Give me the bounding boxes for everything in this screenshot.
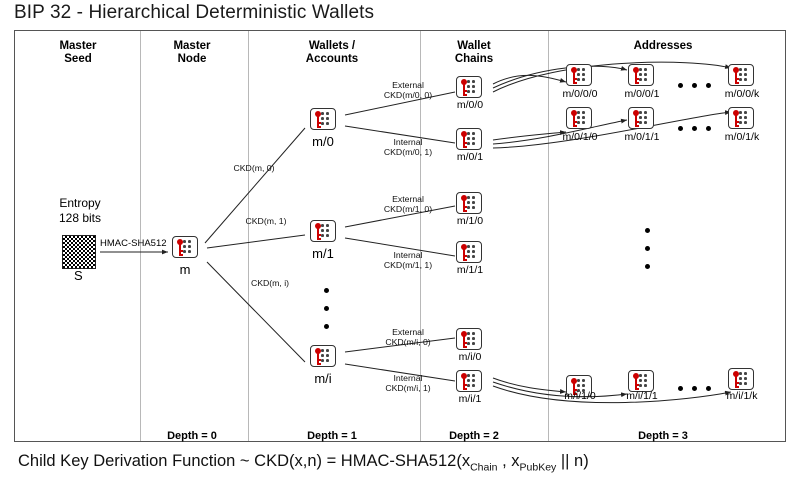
node-label-m-i-1: m/i/1 [458,393,482,405]
column-separator-2 [248,31,249,441]
key-icon-address-m-0-1-0 [566,107,592,129]
formula-caption [18,452,589,473]
page-title: BIP 32 - Hierarchical Deterministic Wallets [14,2,375,23]
qr-code-seed [62,235,96,269]
node-label-master: m [179,262,191,277]
ellipsis-accounts [324,288,330,342]
edge-label-chain-m-i-1: Internal CKD(m/i, 1) [385,373,431,393]
key-icon-address-m-0-1-1 [628,107,654,129]
key-icon-chain-m-i-0 [456,328,482,350]
hmac-label: HMAC-SHA512 [100,238,167,249]
key-icon-address-m-i-1-1 [628,370,654,392]
ellipsis-addresses-column [645,228,651,282]
column-header-master-seed: Master Seed [59,40,97,65]
address-label-m-i-1-k: m/i/1/k [726,390,758,402]
column-header-master-node: Master Node [173,40,211,65]
ellipsis-addresses-row-3 [678,378,720,384]
edge-label-ckd-m-0: CKD(m, 0) [233,163,275,173]
node-label-m-0: m/0 [312,134,334,149]
node-label-m-1: m/1 [312,246,334,261]
address-label-m-0-1-0: m/0/1/0 [562,131,598,143]
address-label-m-0-1-k: m/0/1/k [724,131,760,143]
address-label-m-i-1-1: m/i/1/1 [626,390,658,402]
node-label-m-0-0: m/0/0 [456,99,484,111]
address-label-m-0-0-1: m/0/0/1 [624,88,660,100]
depth-label-1: Depth = 1 [307,430,357,442]
key-icon-chain-m-0-1 [456,128,482,150]
edge-label-ckd-m-i: CKD(m, i) [250,278,290,288]
entropy-label: Entropy 128 bits [58,196,102,225]
key-icon-address-m-0-0-1 [628,64,654,86]
column-separator-4 [548,31,549,441]
key-icon-master [172,236,198,258]
key-icon-chain-m-1-1 [456,241,482,263]
formula-mid: , x [497,452,520,470]
depth-label-0: Depth = 0 [167,430,217,442]
node-label-m-1-0: m/1/0 [456,215,484,227]
edge-label-chain-m-1-0: External CKD(m/1, 0) [383,194,433,214]
edge-label-chain-m-0-1: Internal CKD(m/0, 1) [383,137,433,157]
key-icon-chain-m-0-0 [456,76,482,98]
key-icon-account-m-i [310,345,336,367]
ellipsis-addresses-row-2 [678,118,720,124]
seed-caption: S [74,268,83,283]
key-icon-account-m-0 [310,108,336,130]
node-label-m-0-1: m/0/1 [456,151,484,163]
formula-sub-pubkey: PubKey [519,461,557,474]
node-label-m-1-1: m/1/1 [456,264,484,276]
key-icon-chain-m-i-1 [456,370,482,392]
address-label-m-0-1-1: m/0/1/1 [624,131,660,143]
ellipsis-addresses-row-1 [678,75,720,81]
key-icon-chain-m-1-0 [456,192,482,214]
key-icon-account-m-1 [310,220,336,242]
edge-label-chain-m-0-0: External CKD(m/0, 0) [383,80,433,100]
key-icon-address-m-0-0-0 [566,64,592,86]
node-label-m-i: m/i [314,371,332,386]
key-icon-address-m-0-0-k [728,64,754,86]
depth-label-3: Depth = 3 [638,430,688,442]
column-header-addresses: Addresses [633,40,693,52]
edge-label-chain-m-i-0: External CKD(m/i, 0) [385,327,431,347]
edge-label-ckd-m-1: CKD(m, 1) [245,216,287,226]
address-label-m-0-0-0: m/0/0/0 [562,88,598,100]
key-icon-address-m-0-1-k [728,107,754,129]
edge-label-chain-m-1-1: Internal CKD(m/1, 1) [383,250,433,270]
depth-label-2: Depth = 2 [449,430,499,442]
node-label-m-i-0: m/i/0 [458,351,482,363]
address-label-m-i-1-0: m/i/1/0 [564,390,596,402]
address-label-m-0-0-k: m/0/0/k [724,88,760,100]
formula-sub-chain: Chain [470,461,498,474]
key-icon-address-m-i-1-k [728,368,754,390]
column-header-wallets-accounts: Wallets / Accounts [305,40,359,65]
column-separator-1 [140,31,141,441]
formula-suffix: || n) [556,452,589,470]
column-header-wallet-chains: Wallet Chains [454,40,494,65]
formula-prefix: Child Key Derivation Function ~ CKD(x,n) = HMAC-SHA512(x [18,452,471,470]
